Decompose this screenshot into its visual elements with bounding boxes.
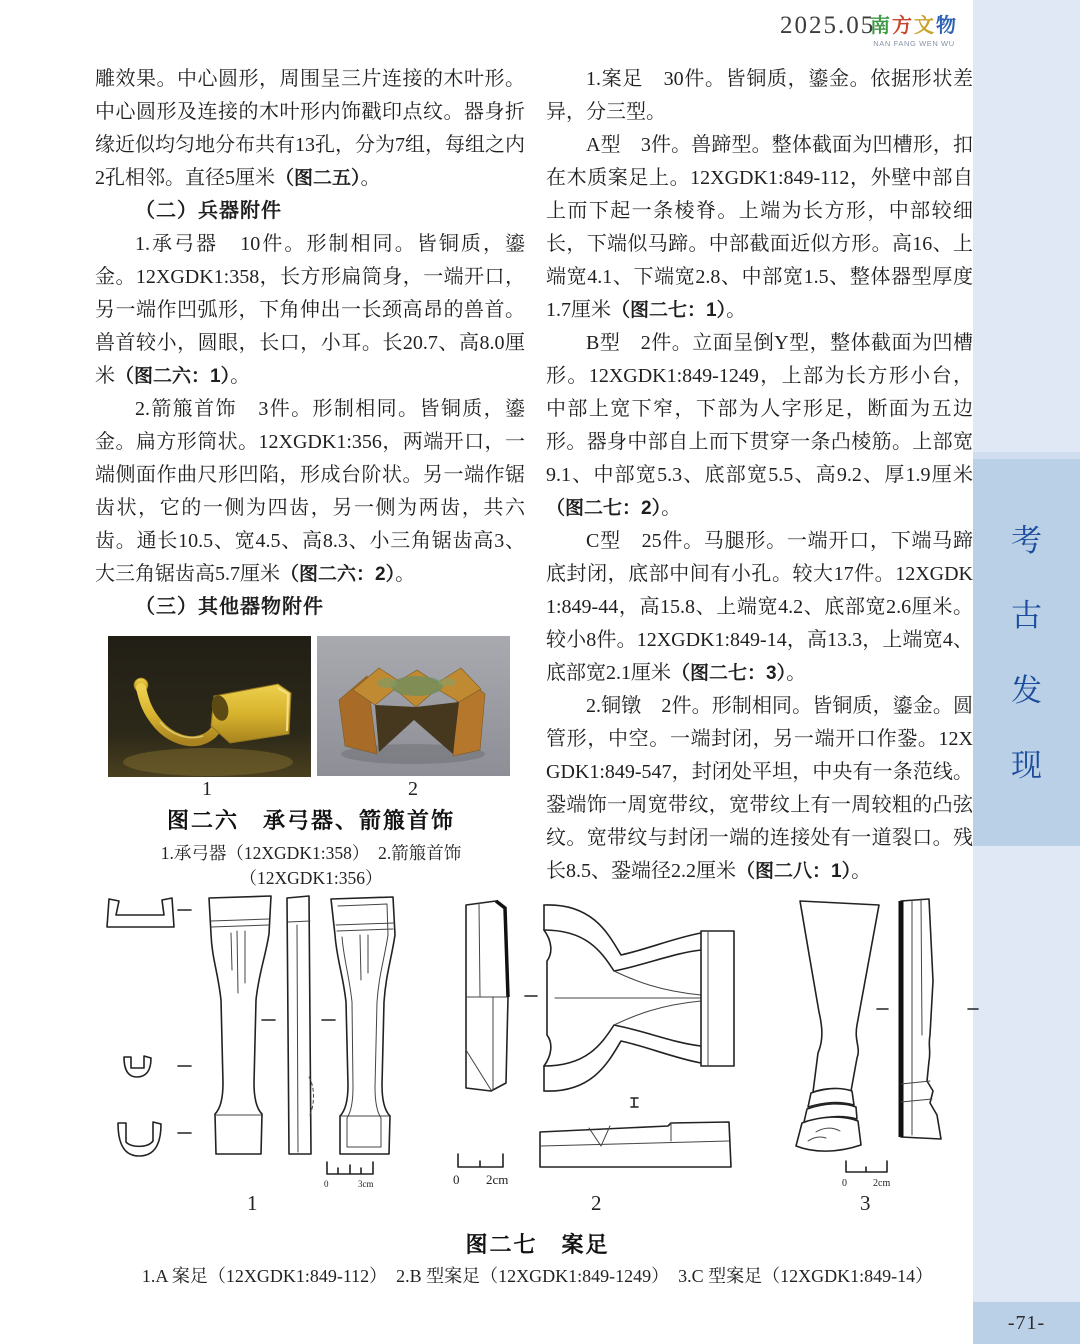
figure-27-drawings: [100, 885, 980, 1220]
logo-char: 南: [870, 15, 892, 37]
body-paragraph: [546, 327, 973, 525]
scale-2-zero: 0: [453, 1172, 460, 1187]
drawing-2-label: 2: [591, 1191, 602, 1215]
photo-bow-rest: [108, 636, 311, 777]
text-segment: 。: [360, 167, 381, 189]
page-number: -71-: [1007, 1311, 1046, 1334]
text-segment: 。: [395, 563, 416, 585]
photo-quiver-ornament-image: [317, 636, 510, 776]
sidebar-title-char: 现: [1011, 747, 1042, 783]
figure-reference: （图二七：3）: [671, 663, 787, 684]
sidebar-title-char: 发: [1011, 672, 1042, 708]
figure-reference: （图二八：1）: [736, 861, 852, 882]
drawing-1-label: 1: [247, 1191, 258, 1215]
text-segment: 1.案足 30件。皆铜质，鎏金。依据形状差异，分三型。: [546, 68, 973, 123]
drawing-a-type-leg: [107, 896, 395, 1215]
sidebar-title-char: 古: [1011, 597, 1042, 633]
left-text-column: [95, 63, 525, 624]
sidebar-title-char: 考: [1011, 522, 1042, 558]
text-segment: 2.铜镦 2件。形制相同。皆铜质，鎏金。圆管形，中空。一端封闭，另一端开口作銎。12XGDK1:849-547，封闭处平坦，中央有一条范线。銎端饰一周宽带纹，宽带纹上有一周较粗的凸弦纹。宽带纹与封闭一端的连接处有一道裂口。残长8.5、銎端径2.2厘米: [546, 695, 973, 882]
body-paragraph: [95, 393, 525, 591]
text-segment: 。: [851, 860, 872, 882]
scale-1-zero: 0: [324, 1179, 329, 1189]
figure-27-subcaption: 1.A 案足（12XGDK1:849-112） 2.B 型案足（12XGDK1:849-1249） 3.C 型案足（12XGDK1:849-14）: [141, 1266, 934, 1286]
figure-reference: （图二六：2）: [280, 564, 396, 585]
drawing-c-type-leg: [796, 899, 978, 1215]
figure-27-caption: 图二七 案足: [465, 1232, 610, 1257]
photo-2-label: 2: [408, 778, 418, 800]
text-segment: 雕效果。中心圆形，周围呈三片连接的木叶形。中心圆形及连接的木叶形内饰戳印点纹。器身折缘近似均匀地分布共有13孔，分为7组，每组之内2孔相邻。直径5厘米: [95, 68, 525, 189]
text-segment: 2.箭箙首饰 3件。形制相同。皆铜质，鎏金。扁方形筒状。12XGDK1:356，两端开口，一端侧面作曲尺形凹陷，形成台阶状。另一端作锯齿状，它的一侧为四齿，另一侧为两齿，共六齿。通长10.5、宽4.5、高8.3、小三角锯齿高3、大三角锯齿高5.7厘米: [95, 398, 525, 585]
scale-2-max: 2cm: [486, 1172, 509, 1187]
text-segment: 。: [230, 365, 251, 387]
photo-bow-rest-image: [108, 636, 311, 777]
sidebar-top-strip: [973, 0, 1080, 452]
body-paragraph: [546, 129, 973, 327]
journal-logo: [856, 9, 972, 48]
issue-number: 2025.05: [780, 12, 876, 39]
body-paragraph: [95, 63, 525, 195]
logo-char: 文: [914, 15, 936, 37]
scale-3-zero: 0: [842, 1178, 847, 1189]
figure-26-subcaption: 1.承弓器（12XGDK1:358） 2.箭箙首饰（12XGDK1:356）: [160, 843, 462, 888]
figure-reference: （图二七：2）: [546, 498, 662, 519]
body-paragraph: [546, 690, 973, 888]
sidebar-separator: [973, 452, 1080, 459]
figure-26-caption: 图二六 承弓器、箭箙首饰: [166, 808, 455, 833]
text-segment: 。: [661, 497, 682, 519]
scale-1-max: 3cm: [358, 1179, 374, 1189]
drawing-3-label: 3: [860, 1191, 871, 1215]
right-text-column: [546, 63, 973, 888]
section-heading: （三）其他器物附件: [135, 596, 324, 618]
journal-logo-characters: [856, 9, 972, 38]
figure-reference: （图二六：1）: [115, 366, 231, 387]
photo-quiver-ornament: [317, 636, 510, 776]
journal-logo-subtext: NAN FANG WEN WU: [873, 39, 955, 48]
logo-char: 物: [936, 15, 958, 37]
text-segment: B型 2件。立面呈倒Y型，整体截面为凹槽形。12XGDK1:849-1249，上部为长方形小台，中部上宽下窄，下部为人字形足，断面为五边形。器身中部自上而下贯穿一条凸棱筋。上部宽9.1、中部宽5.3、底部宽5.5、高9.2、厚1.9厘米: [546, 332, 973, 486]
body-paragraph: [546, 63, 973, 129]
logo-char: 方: [892, 15, 914, 37]
text-segment: 1.承弓器 10件。形制相同。皆铜质，鎏金。12XGDK1:358，长方形扁筒身，一端开口，另一端作凹弧形，下角伸出一长颈高昂的兽首。兽首较小，圆眼，长口，小耳。长20.7、高8.0厘米: [95, 233, 525, 387]
section-heading: （二）兵器附件: [135, 200, 282, 222]
drawing-b-type-leg: [453, 901, 734, 1215]
body-paragraph: [546, 525, 973, 690]
text-segment: A型 3件。兽蹄型。整体截面为凹槽形，扣在木质案足上。12XGDK1:849-112，外壁中部自上而下起一条棱脊。上端为长方形，中部较细长，下端似马蹄。中部截面近似方形。高16、上端宽4.1、下端宽2.8、中部宽1.5、整体器型厚度1.7厘米: [546, 134, 973, 321]
body-paragraph: [95, 228, 525, 393]
sidebar-section-label: [973, 459, 1080, 846]
figure-reference: （图二七：1）: [611, 300, 727, 321]
text-segment: 。: [726, 299, 747, 321]
figure-reference: （图二五）: [275, 168, 361, 189]
photo-1-label: 1: [202, 778, 212, 800]
text-segment: 。: [786, 662, 807, 684]
text-segment: C型 25件。马腿形。一端开口，下端马蹄底封闭，底部中间有小孔。较大17件。12XGDK1:849-44，高15.8、上端宽4.2、底部宽2.6厘米。较小8件。12XGDK1:849-14，高13.3，上端宽4、底部宽2.1厘米: [546, 530, 973, 684]
page-number-band: [973, 1302, 1080, 1344]
scale-3-max: 2cm: [873, 1178, 891, 1189]
sidebar-bottom-strip: [973, 846, 1080, 1302]
